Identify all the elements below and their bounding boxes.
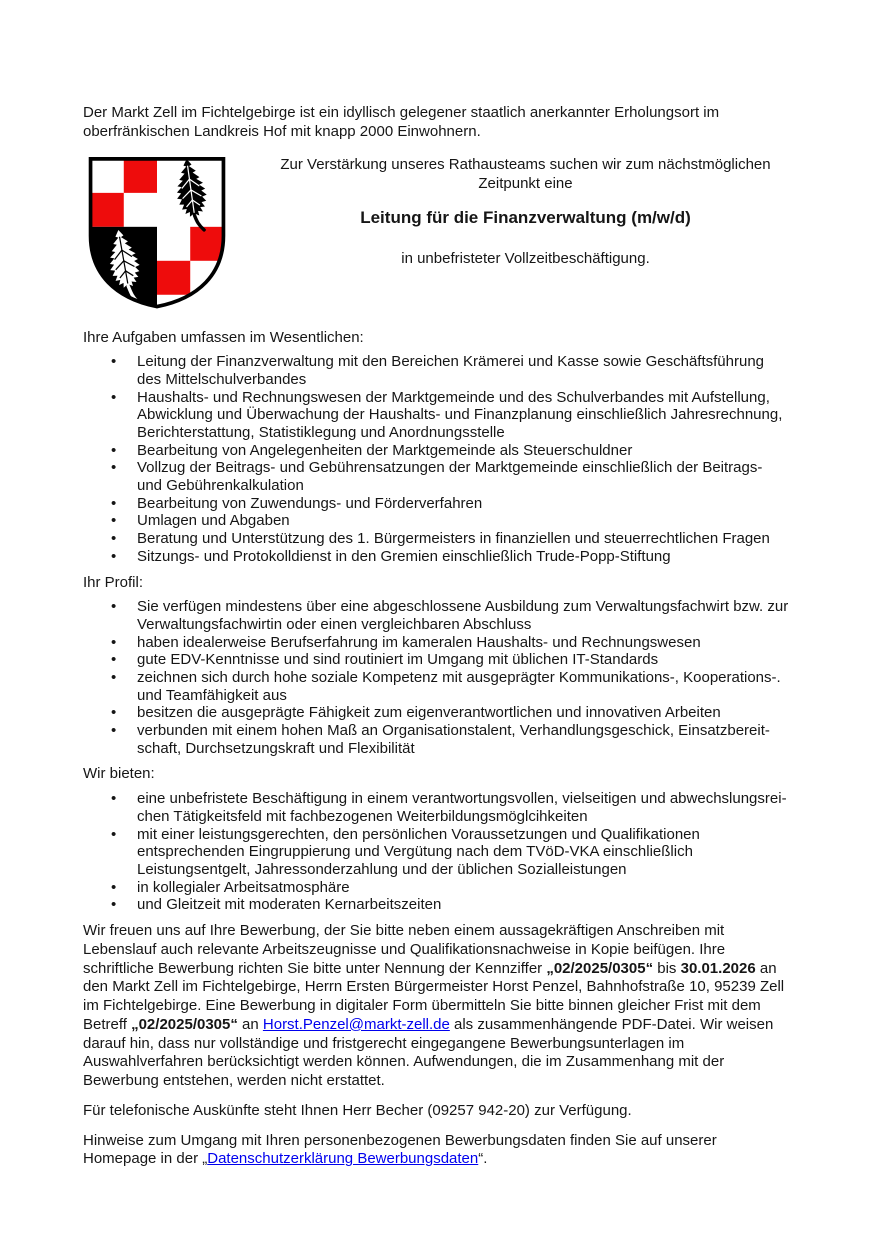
closing-text: als zusammenhängende PDF-Datei. Wir weisen darauf hin, dass nur vollständige und fristgerecht eingegangene Bewerbungsunterlagen im Auswahlverfahren berücksichtigt werden können. Aufwendungen, die im Zusammenhang mit der Bewerbung entstehen, werden nicht erstattet. — [83, 1015, 774, 1089]
header-block — [83, 153, 790, 311]
list-item: • Umlagen und Abgaben — [83, 512, 790, 530]
list-item: • in kollegialer Arbeitsatmosphäre — [83, 879, 790, 897]
coat-of-arms — [83, 153, 231, 311]
list-item: • zeichnen sich durch hohe soziale Kompetenz mit ausgeprägter Kommunikations-, Kooperations-. und Teamfähigkeit aus — [83, 669, 790, 704]
closing-text: bis — [653, 959, 681, 977]
closing-text: Wir freuen uns auf Ihre Bewerbung, der Sie bitte neben einem aussagekräftigen Anschreiben mit Lebenslauf auch relevante Arbeitszeugnisse und Qualifikationsnachweise in Kopie beifügen. Ihre schriftliche Bewerbung richten Sie bitte unter Nennung der Kennziffer — [83, 922, 726, 977]
closing-text: an — [237, 1015, 263, 1033]
coat-of-arms-icon — [83, 153, 231, 311]
list-item: • Bearbeitung von Zuwendungs- und Förderverfahren — [83, 495, 790, 513]
announcement-text: Zur Verstärkung unseres Rathausteams suchen wir zum nächstmöglichen Zeitpunkt eine — [280, 155, 771, 192]
offer-list — [83, 790, 790, 914]
employment-note: in unbefristeter Vollzeitbeschäftigung. — [401, 249, 650, 267]
profile-list — [83, 598, 790, 757]
list-item: • gute EDV-Kenntnisse und sind routiniert im Umgang mit üblichen IT-Standards — [83, 651, 790, 669]
email-link[interactable]: Horst.Penzel@markt-zell.de — [262, 1015, 450, 1033]
section-heading-offer: Wir bieten: — [83, 765, 155, 783]
list-item: • besitzen die ausgeprägte Fähigkeit zum eigenverantwortlichen und innovativen Arbeiten — [83, 704, 790, 722]
privacy-text: Hinweise zum Umgang mit Ihren personenbezogenen Bewerbungsdaten finden Sie auf unserer Homepage in der „ — [83, 1131, 717, 1168]
list-item: • und Gleitzeit mit moderaten Kernarbeitszeiten — [83, 896, 790, 914]
reference-number: „02/2025/0305“ — [546, 959, 654, 977]
closing-paragraph — [83, 922, 790, 1091]
intro-paragraph: Der Markt Zell im Fichtelgebirge ist ein idyllisch gelegener staatlich anerkannter Erholungsort im oberfränkischen Landkreis Hof mit knapp 2000 Einwohnern. — [83, 104, 720, 140]
list-item: • eine unbefristete Beschäftigung in einem verantwortungsvollen, vielseitigen und abwechslungsreichen Tätigkeitsfeld mit fachbezogenen Weiterbildungsmöglcihkeiten — [83, 790, 790, 825]
phone-paragraph: Für telefonische Auskünfte steht Ihnen Herr Becher (09257 942-20) zur Verfügung. — [83, 1101, 632, 1119]
privacy-paragraph — [83, 1132, 790, 1170]
privacy-text: “. — [478, 1150, 488, 1168]
tasks-list — [83, 353, 790, 565]
list-item: • Haushalts- und Rechnungswesen der Marktgemeinde und des Schulverbandes mit Aufstellung, Abwicklung und Überwachung der Haushalts- und Finanzplanung einschließlich Jahresrechnung, Berichterstattung, Statistiklegung und Anordnungsstelle — [83, 389, 790, 442]
section-heading-profile: Ihr Profil: — [83, 573, 144, 591]
section-heading-tasks: Ihre Aufgaben umfassen im Wesentlichen: — [83, 328, 364, 346]
list-item: • Vollzug der Beitrags- und Gebührensatzungen der Marktgemeinde einschließlich der Beitrags- und Gebührenkalkulation — [83, 459, 790, 494]
list-item: • mit einer leistungsgerechten, den persönlichen Voraussetzungen und Qualifikationen entsprechenden Eingruppierung und Vergütung nach dem TVöD-VKA einschließlich Leistungsentgelt, Jahressonderzahlung und der üblichen Sozialleistungen — [83, 826, 790, 879]
application-deadline: 30.01.2026 — [680, 959, 756, 977]
list-item: • Sie verfügen mindestens über eine abgeschlossene Ausbildung zum Verwaltungsfachwirt bzw. zur Verwaltungsfachwirtin oder einen vergleichbaren Abschluss — [83, 598, 790, 633]
list-item: • Sitzungs- und Protokolldienst in den Gremien einschließlich Trude-Popp-Stiftung — [83, 548, 790, 566]
list-item: • haben idealerweise Berufserfahrung im kameralen Haushalts- und Rechnungswesen — [83, 634, 790, 652]
header-text-block — [261, 153, 790, 269]
list-item: • verbunden mit einem hohen Maß an Organisationstalent, Verhandlungsgeschick, Einsatzbereitschaft, Durchsetzungskraft und Flexibilität — [83, 722, 790, 757]
job-title: Leitung für die Finanzverwaltung (m/w/d) — [360, 207, 691, 227]
reference-number: „02/2025/0305“ — [131, 1015, 238, 1033]
list-item: • Bearbeitung von Angelegenheiten der Marktgemeinde als Steuerschuldner — [83, 442, 790, 460]
list-item: • Leitung der Finanzverwaltung mit den Bereichen Krämerei und Kasse sowie Geschäftsführung des Mittelschulverbandes — [83, 353, 790, 388]
closing-text: an den Markt Zell im Fichtelgebirge, Herrn Ersten Bürgermeister Horst Penzel, Bahnhofstraße 10, 95239 Zell im Fichtelgebirge. Eine Bewerbung in digitaler Form übermitteln Sie bitte binnen gleicher Frist mit dem Betreff — [83, 959, 785, 1033]
list-item: • Beratung und Unterstützung des 1. Bürgermeisters in finanziellen und steuerrechtlichen Fragen — [83, 530, 790, 548]
privacy-link[interactable]: Datenschutzerklärung Bewerbungsdaten — [207, 1150, 479, 1168]
